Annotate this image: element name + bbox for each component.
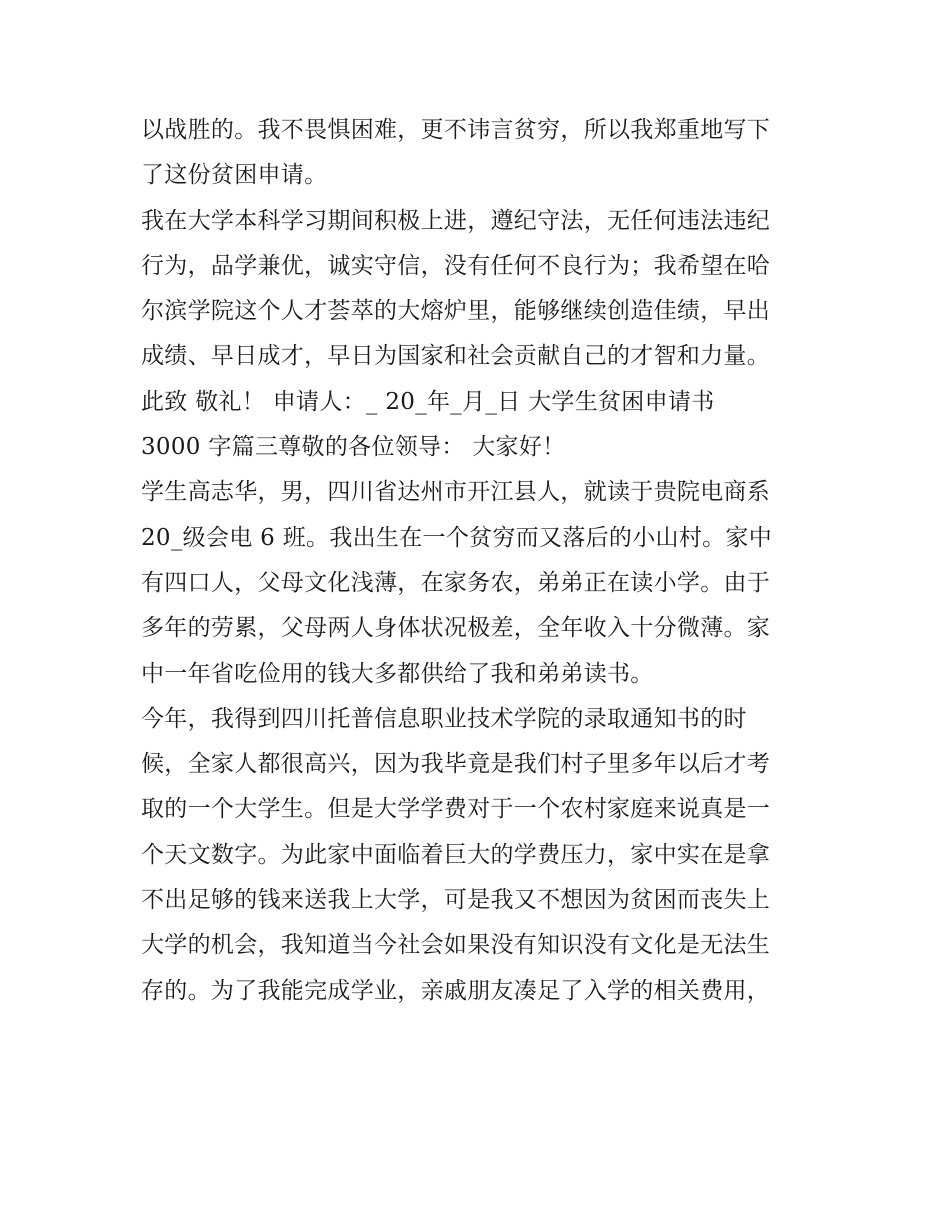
text-line: 个天文数字。为此家中面临着巨大的学费压力，家中实在是拿 — [141, 841, 771, 868]
text-line: 了这份贫困申请。 — [141, 162, 328, 189]
text-line: 行为，品学兼优，诚实守信，没有任何不良行为；我希望在哈 — [141, 252, 771, 279]
text-line: 此致 敬礼！ 申请人：_ 20_年_月_日 大学生贫困申请书 — [141, 388, 715, 415]
text-line: 尔滨学院这个人才荟萃的大熔炉里，能够继续创造佳绩，早出 — [141, 298, 771, 325]
text-line: 3000 字篇三尊敬的各位领导： 大家好！ — [141, 434, 566, 461]
text-line: 取的一个大学生。但是大学学费对于一个农村家庭来说真是一 — [141, 796, 771, 823]
text-line: 20_级会电 6 班。我出生在一个贫穷而又落后的小山村。家中 — [141, 524, 773, 551]
text-line: 不出足够的钱来送我上大学，可是我又不想因为贫困而丧失上 — [141, 887, 771, 914]
text-line: 我在大学本科学习期间积极上进，遵纪守法，无任何违法违纪 — [141, 207, 771, 234]
text-line: 成绩、早日成才，早日为国家和社会贡献自己的才智和力量。 — [141, 343, 771, 370]
document-body — [141, 108, 821, 1014]
text-line: 今年，我得到四川托普信息职业技术学院的录取通知书的时 — [141, 705, 747, 732]
text-line: 有四口人，父母文化浅薄，在家务农，弟弟正在读小学。由于 — [141, 569, 771, 596]
text-line: 大学的机会，我知道当今社会如果没有知识没有文化是无法生 — [141, 932, 771, 959]
text-line: 以战胜的。我不畏惧困难，更不讳言贫穷，所以我郑重地写下 — [141, 117, 771, 143]
text-line: 学生高志华，男，四川省达州市开江县人，就读于贵院电商系 — [141, 479, 771, 506]
text-line: 多年的劳累，父母两人身体状况极差，全年收入十分微薄。家 — [141, 615, 771, 642]
text-line: 中一年省吃俭用的钱大多都供给了我和弟弟读书。 — [141, 660, 654, 687]
text-line: 候，全家人都很高兴，因为我毕竟是我们村子里多年以后才考 — [141, 751, 771, 778]
text-line: 存的。为了我能完成学业，亲戚朋友凑足了入学的相关费用， — [141, 977, 771, 1004]
